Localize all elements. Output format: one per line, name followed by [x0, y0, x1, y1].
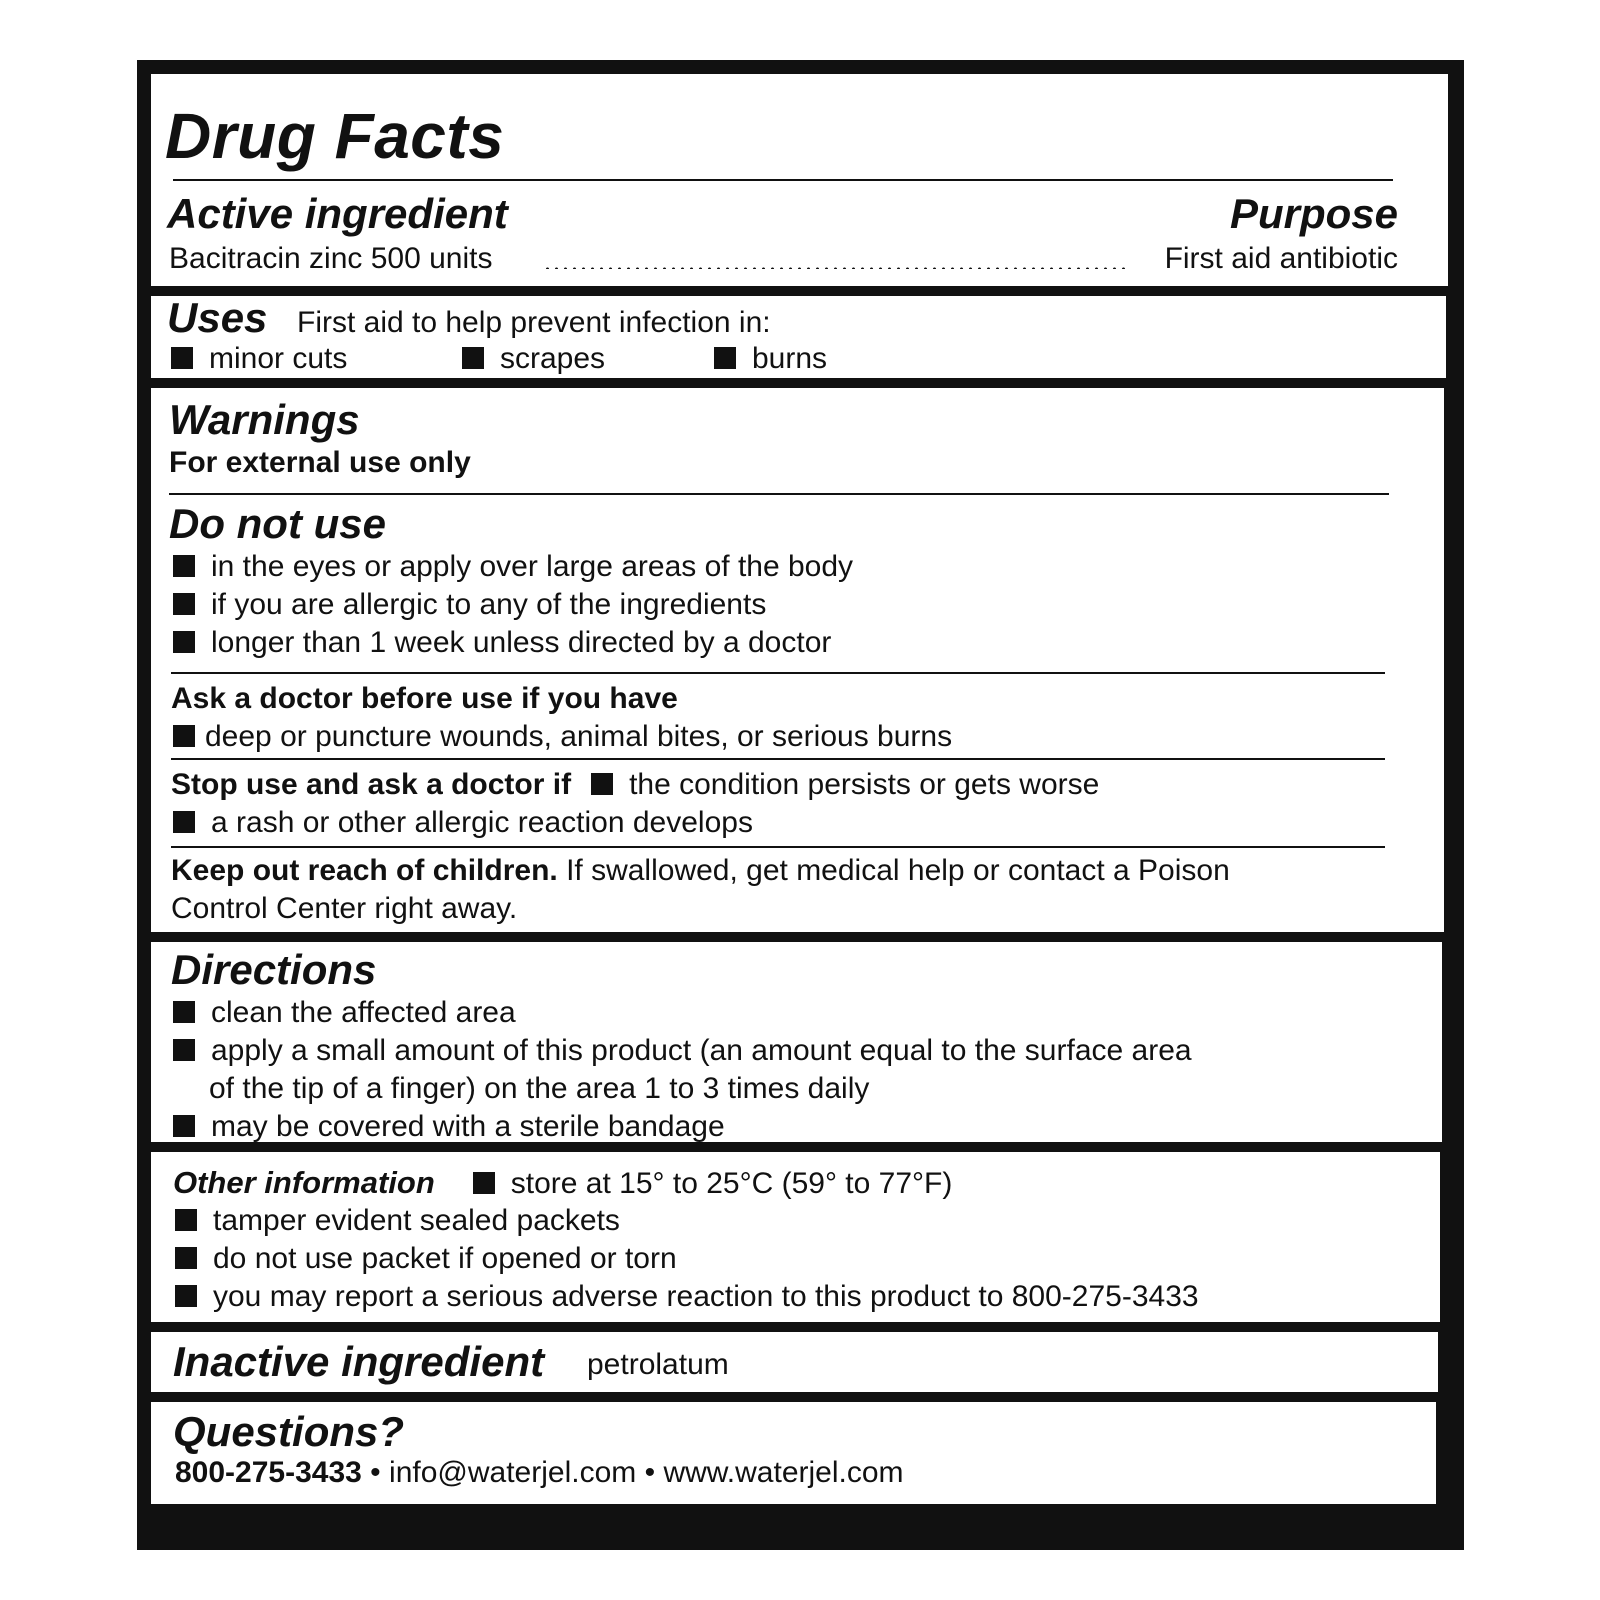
inactive-ingredient-heading: Inactive ingredient — [173, 1338, 545, 1385]
other-info-item: you may report a serious adverse reaction to this product to 800-275-3433 — [175, 1280, 1199, 1314]
other-info-heading: Other information — [173, 1165, 435, 1200]
do-not-use-heading: Do not use — [169, 500, 386, 547]
other-info-line — [173, 1166, 952, 1201]
bullet-icon — [173, 1001, 195, 1023]
active-ingredient-section — [151, 74, 1448, 286]
page-title: Drug Facts — [165, 100, 505, 172]
questions-section — [151, 1402, 1436, 1504]
warnings-section — [151, 388, 1444, 932]
ask-doctor-divider — [171, 758, 1385, 760]
email-link[interactable]: info@waterjel.com — [389, 1456, 637, 1489]
do-not-use-item: in the eyes or apply over large areas of the body — [173, 550, 853, 584]
active-ingredient-value: Bacitracin zinc 500 units — [169, 242, 493, 275]
bullet-icon — [173, 1039, 195, 1061]
separator: • — [644, 1456, 656, 1489]
external-use-notice: For external use only — [169, 446, 471, 479]
dot-leader — [543, 267, 1125, 269]
bullet-icon — [462, 347, 484, 369]
stop-use-divider — [171, 846, 1385, 848]
drug-facts-panel — [137, 60, 1464, 1550]
uses-item: burns — [714, 342, 827, 376]
other-info-item: do not use packet if opened or torn — [175, 1242, 677, 1276]
uses-heading: Uses — [167, 294, 268, 341]
bullet-icon — [173, 593, 195, 615]
bullet-icon — [173, 725, 195, 747]
purpose-heading: Purpose — [1229, 190, 1398, 237]
bullet-icon — [173, 1115, 195, 1137]
uses-item: minor cuts — [171, 342, 347, 376]
keep-out-text-line2: Control Center right away. — [171, 892, 518, 925]
active-ingredient-heading: Active ingredient — [167, 190, 508, 237]
title-divider — [173, 179, 1393, 181]
bullet-icon — [473, 1172, 495, 1194]
uses-section — [151, 296, 1446, 378]
do-not-use-divider — [171, 672, 1385, 674]
bullet-icon — [591, 773, 613, 795]
stop-use-line — [171, 768, 1099, 802]
warnings-divider — [169, 493, 1389, 495]
directions-heading: Directions — [171, 946, 377, 993]
bullet-icon — [173, 811, 195, 833]
contact-line — [175, 1456, 904, 1490]
other-info-item: store at 15° to 25°C (59° to 77°F) — [510, 1167, 953, 1200]
bullet-icon — [175, 1247, 197, 1269]
warnings-heading: Warnings — [169, 396, 360, 443]
inactive-ingredient-value: petrolatum — [587, 1348, 729, 1381]
bullet-icon — [175, 1209, 197, 1231]
stop-use-heading: Stop use and ask a doctor if — [171, 768, 572, 801]
directions-section — [151, 942, 1442, 1142]
phone-number[interactable]: 800-275-3433 — [175, 1456, 362, 1489]
directions-item: clean the affected area — [173, 996, 516, 1030]
stop-use-item: a rash or other allergic reaction develops — [173, 806, 753, 840]
bullet-icon — [175, 1285, 197, 1307]
bullet-icon — [171, 347, 193, 369]
keep-out-heading: Keep out reach of children. — [171, 854, 558, 887]
ask-doctor-item: deep or puncture wounds, animal bites, or serious burns — [173, 720, 952, 754]
inactive-ingredient-section — [151, 1332, 1438, 1392]
other-information-section — [151, 1152, 1440, 1322]
keep-out-notice — [171, 854, 1230, 888]
uses-item: scrapes — [462, 342, 605, 376]
questions-heading: Questions? — [173, 1408, 405, 1455]
bullet-icon — [714, 347, 736, 369]
directions-item-continuation: of the tip of a finger) on the area 1 to 3 times daily — [209, 1072, 870, 1105]
ask-doctor-heading: Ask a doctor before use if you have — [171, 682, 678, 715]
separator: • — [370, 1456, 381, 1489]
keep-out-text: If swallowed, get medical help or contact a Poison — [566, 854, 1230, 887]
directions-item: may be covered with a sterile bandage — [173, 1110, 725, 1144]
stop-use-item: the condition persists or gets worse — [629, 768, 1100, 801]
bullet-icon — [173, 555, 195, 577]
purpose-value: First aid antibiotic — [1164, 242, 1398, 275]
bullet-icon — [173, 631, 195, 653]
do-not-use-item: longer than 1 week unless directed by a doctor — [173, 626, 831, 660]
do-not-use-item: if you are allergic to any of the ingredients — [173, 588, 766, 622]
website-link[interactable]: www.waterjel.com — [663, 1456, 904, 1489]
directions-item: apply a small amount of this product (an amount equal to the surface area — [173, 1034, 1192, 1068]
uses-intro: First aid to help prevent infection in: — [297, 306, 771, 339]
other-info-item: tamper evident sealed packets — [175, 1204, 620, 1238]
